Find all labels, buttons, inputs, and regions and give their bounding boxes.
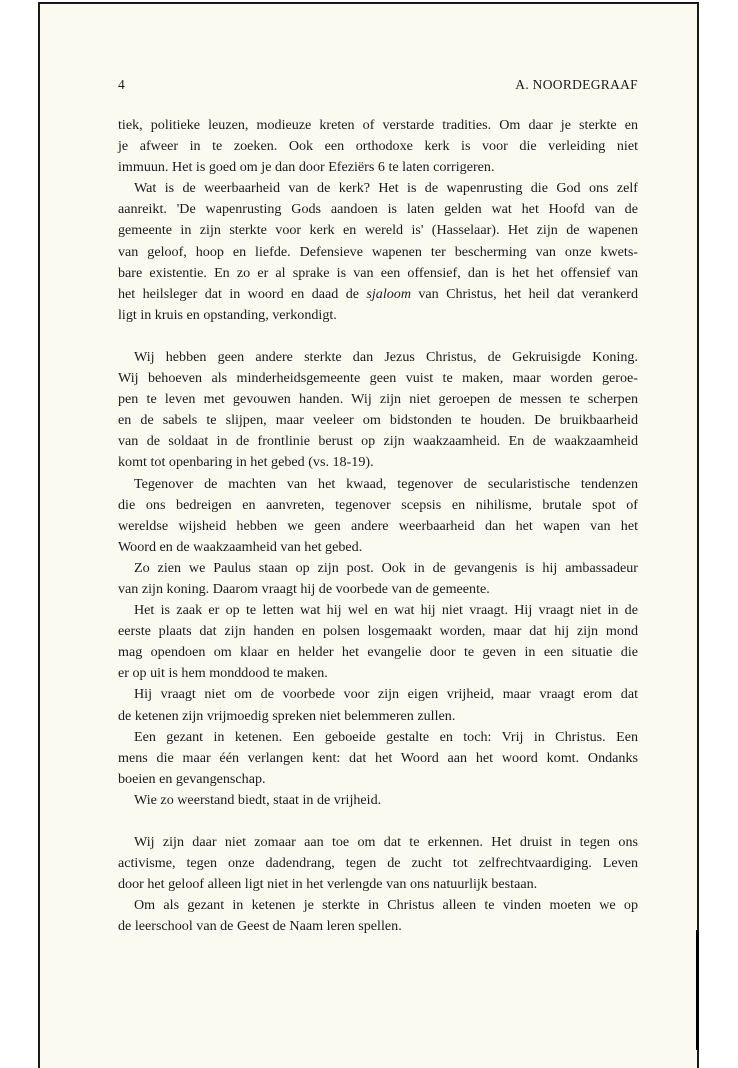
text-line: wereldse wijsheid hebben we geen andere weerbaarheid dan het wapen van het bbox=[118, 517, 638, 534]
text-line: Wie zo weerstand biedt, staat in de vrijheid. bbox=[134, 791, 382, 808]
text-line: Wij zijn daar niet zomaar aan toe om dat te erkennen. Het druist in tegen ons bbox=[134, 834, 638, 850]
text-line: van de soldaat in de frontlinie berust op zijn waakzaamheid. En de waakzaamheid bbox=[118, 433, 638, 450]
text-line: er op uit is hem monddood te maken. bbox=[118, 665, 328, 682]
scan-edge-mark bbox=[696, 930, 699, 1050]
text-line bbox=[118, 284, 638, 305]
text-line: aanreikt. 'De wapenrusting Gods aandoen is laten gelden wat het Hoofd van de bbox=[118, 201, 638, 218]
text-line: Het is zaak er op te letten wat hij wel en wat hij niet vraagt. Hij vraagt niet in de bbox=[134, 602, 638, 619]
paragraph-4 bbox=[118, 474, 638, 558]
paragraph-11 bbox=[118, 895, 638, 937]
text-line: pen te leven met gevouwen handen. Wij zijn niet geroepen de messen te scherpen bbox=[118, 391, 638, 408]
text-segment: van Christus, het heil dat verankerd bbox=[411, 285, 639, 302]
text-line: je afweer in te zoeken. Ook een orthodoxe kerk is voor die verleiding niet bbox=[118, 138, 638, 155]
text-line: de leerschool van de Geest de Naam leren spellen. bbox=[118, 918, 402, 935]
text-line: van zijn koning. Daarom vraagt hij de voorbede van de gemeente. bbox=[118, 580, 490, 597]
paragraph-5 bbox=[118, 558, 638, 600]
paragraph-1 bbox=[118, 115, 638, 178]
text-line: bare existentie. En zo er al sprake is van een offensief, dan is het het offensief van bbox=[118, 264, 638, 281]
text-line: Woord en de waakzaamheid van het gebed. bbox=[118, 538, 363, 555]
text-line: die ons bedreigen en aanvreten, tegenover scepsis en nihilisme, brutale spot of bbox=[118, 496, 638, 513]
paragraph-10 bbox=[118, 832, 638, 895]
text-line: tiek, politieke leuzen, modieuze kreten of verstarde tradities. Om daar je sterkte en bbox=[118, 117, 638, 133]
text-line: ligt in kruis en opstanding, verkondigt. bbox=[118, 306, 337, 323]
text-line: mens die maar één verlangen kent: dat het Woord aan het woord komt. Ondanks bbox=[118, 749, 638, 766]
text-line: boeien en gevangenschap. bbox=[118, 770, 266, 787]
running-head: A. NOORDEGRAAF bbox=[515, 77, 638, 92]
paragraph-6 bbox=[118, 600, 638, 684]
text-line: Om als gezant in ketenen je sterkte in Christus alleen te vinden moeten we op bbox=[134, 897, 638, 914]
text-line: eerste plaats dat zijn handen en polsen losgemaakt worden, maar dat hij zijn mond bbox=[118, 623, 638, 640]
paragraph-8 bbox=[118, 727, 638, 790]
text-line: mag opendoen om klaar en helder het evangelie door te geven in een situatie die bbox=[118, 644, 638, 661]
text-line: door het geloof alleen ligt niet in het verlengde van ons natuurlijk bestaan. bbox=[118, 876, 538, 893]
text-line: activisme, tegen onze dadendrang, tegen de zucht tot zelfrechtvaardiging. Leven bbox=[118, 855, 638, 872]
text-line: Een gezant in ketenen. Een geboeide gestalte en toch: Vrij in Christus. Een bbox=[134, 728, 638, 745]
paragraph-9 bbox=[118, 790, 638, 811]
text-line: Wij hebben geen andere sterkte dan Jezus Christus, de Gekruisigde Koning. bbox=[134, 348, 638, 365]
text-line: Hij vraagt niet om de voorbede voor zijn eigen vrijheid, maar vraagt erom dat bbox=[134, 686, 638, 703]
body-text bbox=[118, 115, 638, 937]
text-line: Zo zien we Paulus staan op zijn post. Ook in de gevangenis is hij ambassadeur bbox=[134, 559, 638, 576]
text-line: gemeente in zijn sterkte voor kerk en wereld is' (Hasselaar). Het zijn de wapenen bbox=[118, 222, 638, 239]
text-line: immuun. Het is goed om je dan door Efeziërs 6 te laten corrigeren. bbox=[118, 159, 495, 176]
text-line: Wij behoeven als minderheidsgemeente geen vuist te maken, maar worden geroe- bbox=[118, 370, 638, 387]
text-segment: het heilsleger dat in woord en daad de bbox=[118, 285, 367, 302]
text-line: de ketenen zijn vrijmoedig spreken niet belemmeren zullen. bbox=[118, 707, 456, 724]
text-line: komt tot openbaring in het gebed (vs. 18-19). bbox=[118, 454, 374, 471]
paragraph-2 bbox=[118, 178, 638, 326]
text-line: Tegenover de machten van het kwaad, tegenover de secularistische tendenzen bbox=[134, 475, 638, 492]
page-number: 4 bbox=[118, 77, 125, 92]
text-line: van geloof, hoop en liefde. Defensieve wapenen ter bescherming van onze kwets- bbox=[118, 243, 638, 260]
emphasis-sjaloom: sjaloom bbox=[366, 285, 412, 302]
paragraph-3 bbox=[118, 347, 638, 474]
text-line: Wat is de weerbaarheid van de kerk? Het is de wapenrusting die God ons zelf bbox=[134, 180, 638, 197]
text-line: en de sabels te slijpen, maar veeleer om bidstonden te houden. De bruikbaarheid bbox=[118, 412, 638, 429]
paragraph-7 bbox=[118, 684, 638, 726]
